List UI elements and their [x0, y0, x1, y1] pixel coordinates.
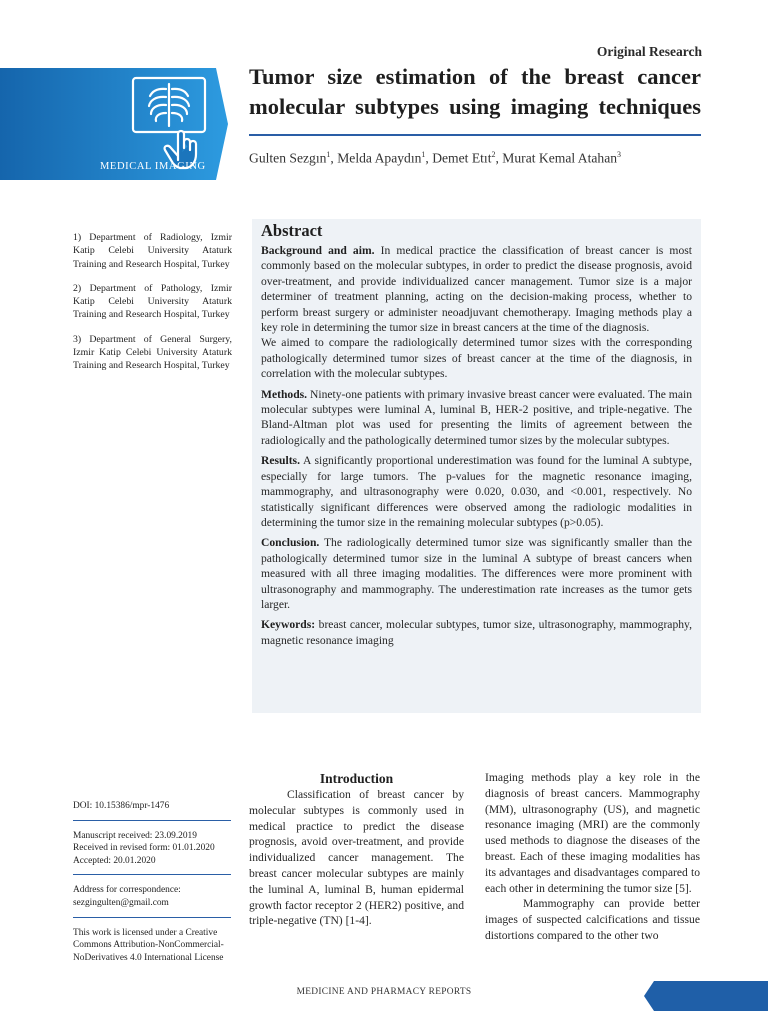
accepted-date: Accepted: 20.01.2020: [73, 855, 156, 866]
article-metadata: [73, 800, 231, 980]
section-banner: [0, 68, 228, 180]
abstract-methods-text: Ninety-one patients with primary invasive breast cancer were evaluated. The main molecular subtypes were luminal A, luminal B, HER-2 positive, and triple-negative. The Bland-Altman plot was used for presenting the limits of agreement between the radiologically and the pathologically determined tumor sizes by the molecular subtypes.: [261, 387, 692, 447]
revised-date: Received in revised form: 01.01.2020: [73, 843, 215, 854]
author: Murat Kemal Atahan: [502, 150, 618, 166]
author-list: Gulten Sezgın$^1$, Melda Apaydın$^1$, Demet Etıt$^2$, Murat Kemal Atahan$^3$: [249, 150, 622, 166]
abstract-background-text: In medical practice the classification of breast cancer is most commonly based on the molecular subtypes, in order to predict the disease prognosis, avoid over-treatment, and provide individualized cancer management. Tumor size is a major determiner of treatment planning, acting on the decision-making process, whether to perform breast surgery or administer neoadjuvant chemotherapy. Imaging methods play a key role in determining the tumor size in breast cancers at the time of the diagnosis.: [261, 244, 692, 335]
author-affiliation-mark: 1: [421, 150, 426, 159]
abstract-keywords-label: Keywords:: [261, 618, 316, 632]
author: Demet Etıt: [432, 150, 492, 166]
introduction-heading: Introduction: [319, 771, 394, 786]
abstract-box: [252, 219, 701, 713]
abstract-keywords-text: breast cancer, molecular subtypes, tumor size, ultrasonography, mammography, magnetic resonance imaging: [261, 618, 692, 647]
license-text: This work is licensed under a Creative Commons Attribution-NonCommercial-NoDerivatives 4.0 International License: [73, 927, 224, 963]
banner-label: MEDICAL IMAGING: [100, 161, 206, 172]
abstract-results: [261, 453, 692, 530]
author-affiliation-mark: 3: [617, 150, 622, 159]
body-column-left: [249, 770, 464, 929]
title-divider: [249, 134, 701, 136]
author-affiliation-mark: 2: [491, 150, 496, 159]
dates-block: [73, 830, 231, 876]
affiliation: 3) Department of General Surgery, Izmir Katip Celebi University Ataturk Training and Research Hospital, Turkey: [73, 333, 232, 372]
correspondence-email[interactable]: sezgingulten@gmail.com: [73, 897, 169, 908]
article-title: Tumor size estimation of the breast cancer molecular subtypes using imaging techniques: [249, 64, 701, 119]
correspondence-label: Address for correspondence:: [73, 885, 181, 896]
footer-page-tab: [644, 981, 768, 1011]
article-type-label: Original Research: [596, 44, 702, 59]
author: Melda Apaydın: [337, 150, 422, 166]
abstract-conclusion-text: The radiologically determined tumor size was significantly smaller than the pathologically determined tumor size in the luminal A subtype of breast cancers when measured with all three imaging modalities. The differences were more prominent with ultrasonography and mammography. The underestimation rate increases as the tumor gets larger.: [261, 536, 692, 611]
affiliation-list: [73, 231, 232, 384]
introduction-paragraph: Classification of breast cancer by molecular subtypes is commonly used in medical practice to predict the disease prognosis, avoid over-treatment, and provide individualized cancer management. The breast cancer molecular subtypes are mainly the luminal A, luminal B, human epidermal growth factor receptor 2 (HER2) positive, and triple-negative (TN) [1-4].: [249, 788, 464, 928]
correspondence-block: [73, 884, 231, 917]
abstract-aim: We aimed to compare the radiologically determined tumor sizes with the corresponding pathologically determined tumor sizes of breast cancer at the time of the diagnosis, in correlation with the molecular subtypes.: [261, 336, 692, 381]
abstract-heading: Abstract: [261, 221, 323, 240]
license-block: [73, 927, 231, 972]
abstract-keywords: [261, 617, 692, 648]
affiliation: 1) Department of Radiology, Izmir Katip Celebi University Ataturk Training and Research Hospital, Turkey: [73, 232, 232, 270]
author-affiliation-mark: 1: [326, 150, 331, 159]
affiliation: 2) Department of Pathology, Izmir Katip Celebi University Ataturk Training and Research Hospital, Turkey: [73, 282, 232, 321]
introduction-paragraph: Mammography can provide better images of suspected calcifications and tissue distortions compared to the other two: [485, 897, 700, 942]
abstract-background-label: Background and aim.: [261, 244, 375, 257]
author: Gulten Sezgın: [249, 150, 327, 166]
abstract-conclusion: [261, 535, 692, 612]
abstract-results-text: A significantly proportional underestimation was found for the luminal A subtype, especially for large tumors. The p-values for the magnetic resonance imaging, mammography, and ultrasonography were 0.020, 0.030, and <0.001, respectively. No statistically significant differences were observed among the radiologic modalities in determining the tumor size in the remaining molecular subtypes (p>0.05).: [261, 454, 692, 529]
doi-block: [73, 800, 231, 821]
received-date: Manuscript received: 23.09.2019: [73, 830, 197, 841]
introduction-paragraph: Imaging methods play a key role in the diagnosis of breast cancers. Mammography (MM), ultrasonography (US), and magnetic resonance imaging (MRI) are the commonly used methods to diagnose the diseases of the breast. Each of these imaging modalities has its advantages and disadvantages compared to each other in determining the tumor size [5].: [485, 771, 700, 895]
abstract-methods-label: Methods.: [261, 387, 308, 401]
body-column-right: [485, 770, 700, 944]
abstract-methods: [261, 387, 692, 449]
abstract-results-label: Results.: [261, 454, 300, 468]
abstract-conclusion-label: Conclusion.: [261, 536, 320, 550]
journal-footer: MEDICINE AND PHARMACY REPORTS: [296, 987, 472, 997]
abstract-background: [261, 243, 692, 335]
doi: DOI: 10.15386/mpr-1476: [73, 801, 170, 811]
